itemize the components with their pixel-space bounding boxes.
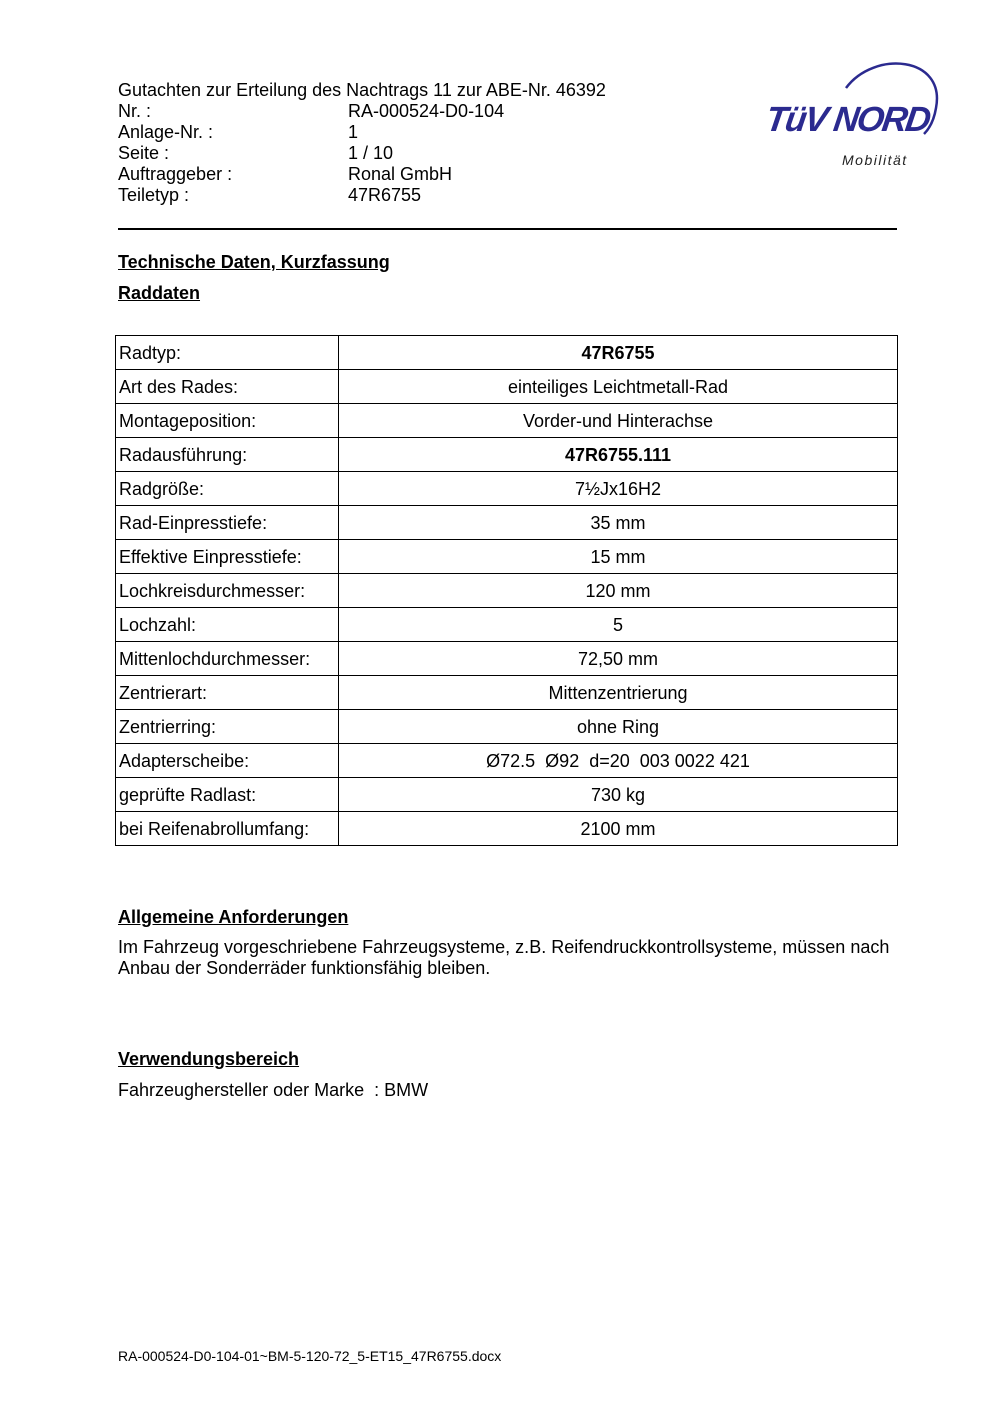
row-value: Ø72.5 Ø92 d=20 003 0022 421 — [339, 744, 898, 778]
footer-filename: RA-000524-D0-104-01~BM-5-120-72_5-ET15_47R6755.docx — [118, 1348, 502, 1364]
header-divider — [118, 228, 897, 230]
row-label: Montageposition: — [116, 404, 339, 438]
header-meta-table — [118, 101, 504, 206]
wheel-data-table — [115, 335, 898, 846]
row-value: 2100 mm — [339, 812, 898, 846]
row-label: Zentrierart: — [116, 676, 339, 710]
row-label: Lochkreisdurchmesser: — [116, 574, 339, 608]
meta-label: Nr. : — [118, 101, 152, 121]
table-row — [116, 710, 898, 744]
table-row — [116, 506, 898, 540]
row-value: Vorder-und Hinterachse — [339, 404, 898, 438]
table-row — [116, 336, 898, 370]
tuv-nord-logo — [764, 58, 944, 178]
meta-value: 1 — [348, 122, 359, 142]
table-row — [116, 812, 898, 846]
meta-row-nr — [118, 101, 504, 122]
table-row — [116, 574, 898, 608]
table-row — [116, 370, 898, 404]
table-row — [116, 744, 898, 778]
row-value: ohne Ring — [339, 710, 898, 744]
row-label: Effektive Einpresstiefe: — [116, 540, 339, 574]
meta-row-teiletyp — [118, 185, 504, 206]
table-row — [116, 472, 898, 506]
allgemeine-paragraph: Im Fahrzeug vorgeschriebene Fahrzeugsysteme, z.B. Reifendruckkontrollsysteme, müssen nach Anbau der Sonderräder funktionsfähig bleiben. — [118, 937, 890, 978]
row-label: Lochzahl: — [116, 608, 339, 642]
meta-label: Auftraggeber : — [118, 164, 233, 184]
row-label: Radtyp: — [116, 336, 339, 370]
row-value: 120 mm — [339, 574, 898, 608]
row-value: 5 — [339, 608, 898, 642]
heading-technische-daten: Technische Daten, Kurzfassung — [118, 252, 390, 272]
meta-label: Teiletyp : — [118, 185, 190, 205]
table-row — [116, 676, 898, 710]
meta-value: 1 / 10 — [348, 143, 394, 163]
row-value: 47R6755.111 — [339, 438, 898, 472]
heading-verwendungsbereich: Verwendungsbereich — [118, 1049, 300, 1069]
row-label: Zentrierring: — [116, 710, 339, 744]
logo-brand: TüV NORD — [763, 100, 932, 139]
document-title: Gutachten zur Erteilung des Nachtrags 11 zur ABE-Nr. 46392 — [118, 80, 606, 100]
row-value: 15 mm — [339, 540, 898, 574]
row-value: einteiliges Leichtmetall-Rad — [339, 370, 898, 404]
meta-value: RA-000524-D0-104 — [348, 101, 505, 121]
meta-row-seite — [118, 143, 504, 164]
meta-row-auftraggeber — [118, 164, 504, 185]
row-value: 72,50 mm — [339, 642, 898, 676]
meta-value: 47R6755 — [348, 185, 422, 205]
row-label: Adapterscheibe: — [116, 744, 339, 778]
meta-value: Ronal GmbH — [348, 164, 453, 184]
row-value: Mittenzentrierung — [339, 676, 898, 710]
meta-label: Seite : — [118, 143, 170, 163]
usage-line: Fahrzeughersteller oder Marke : BMW — [118, 1080, 429, 1100]
table-row — [116, 438, 898, 472]
row-label: Rad-Einpresstiefe: — [116, 506, 339, 540]
logo-subtitle: Mobilität — [842, 152, 908, 168]
row-value: 7½Jx16H2 — [339, 472, 898, 506]
row-value: 47R6755 — [339, 336, 898, 370]
meta-row-anlage — [118, 122, 504, 143]
table-row — [116, 778, 898, 812]
row-label: Art des Rades: — [116, 370, 339, 404]
row-value: 730 kg — [339, 778, 898, 812]
row-label: geprüfte Radlast: — [116, 778, 339, 812]
row-label: bei Reifenabrollumfang: — [116, 812, 339, 846]
row-value: 35 mm — [339, 506, 898, 540]
heading-raddaten: Raddaten — [118, 283, 201, 303]
heading-allgemeine-anforderungen: Allgemeine Anforderungen — [118, 907, 349, 927]
meta-label: Anlage-Nr. : — [118, 122, 214, 142]
row-label: Radausführung: — [116, 438, 339, 472]
row-label: Mittenlochdurchmesser: — [116, 642, 339, 676]
table-row — [116, 404, 898, 438]
table-row — [116, 540, 898, 574]
table-row — [116, 608, 898, 642]
table-row — [116, 642, 898, 676]
row-label: Radgröße: — [116, 472, 339, 506]
